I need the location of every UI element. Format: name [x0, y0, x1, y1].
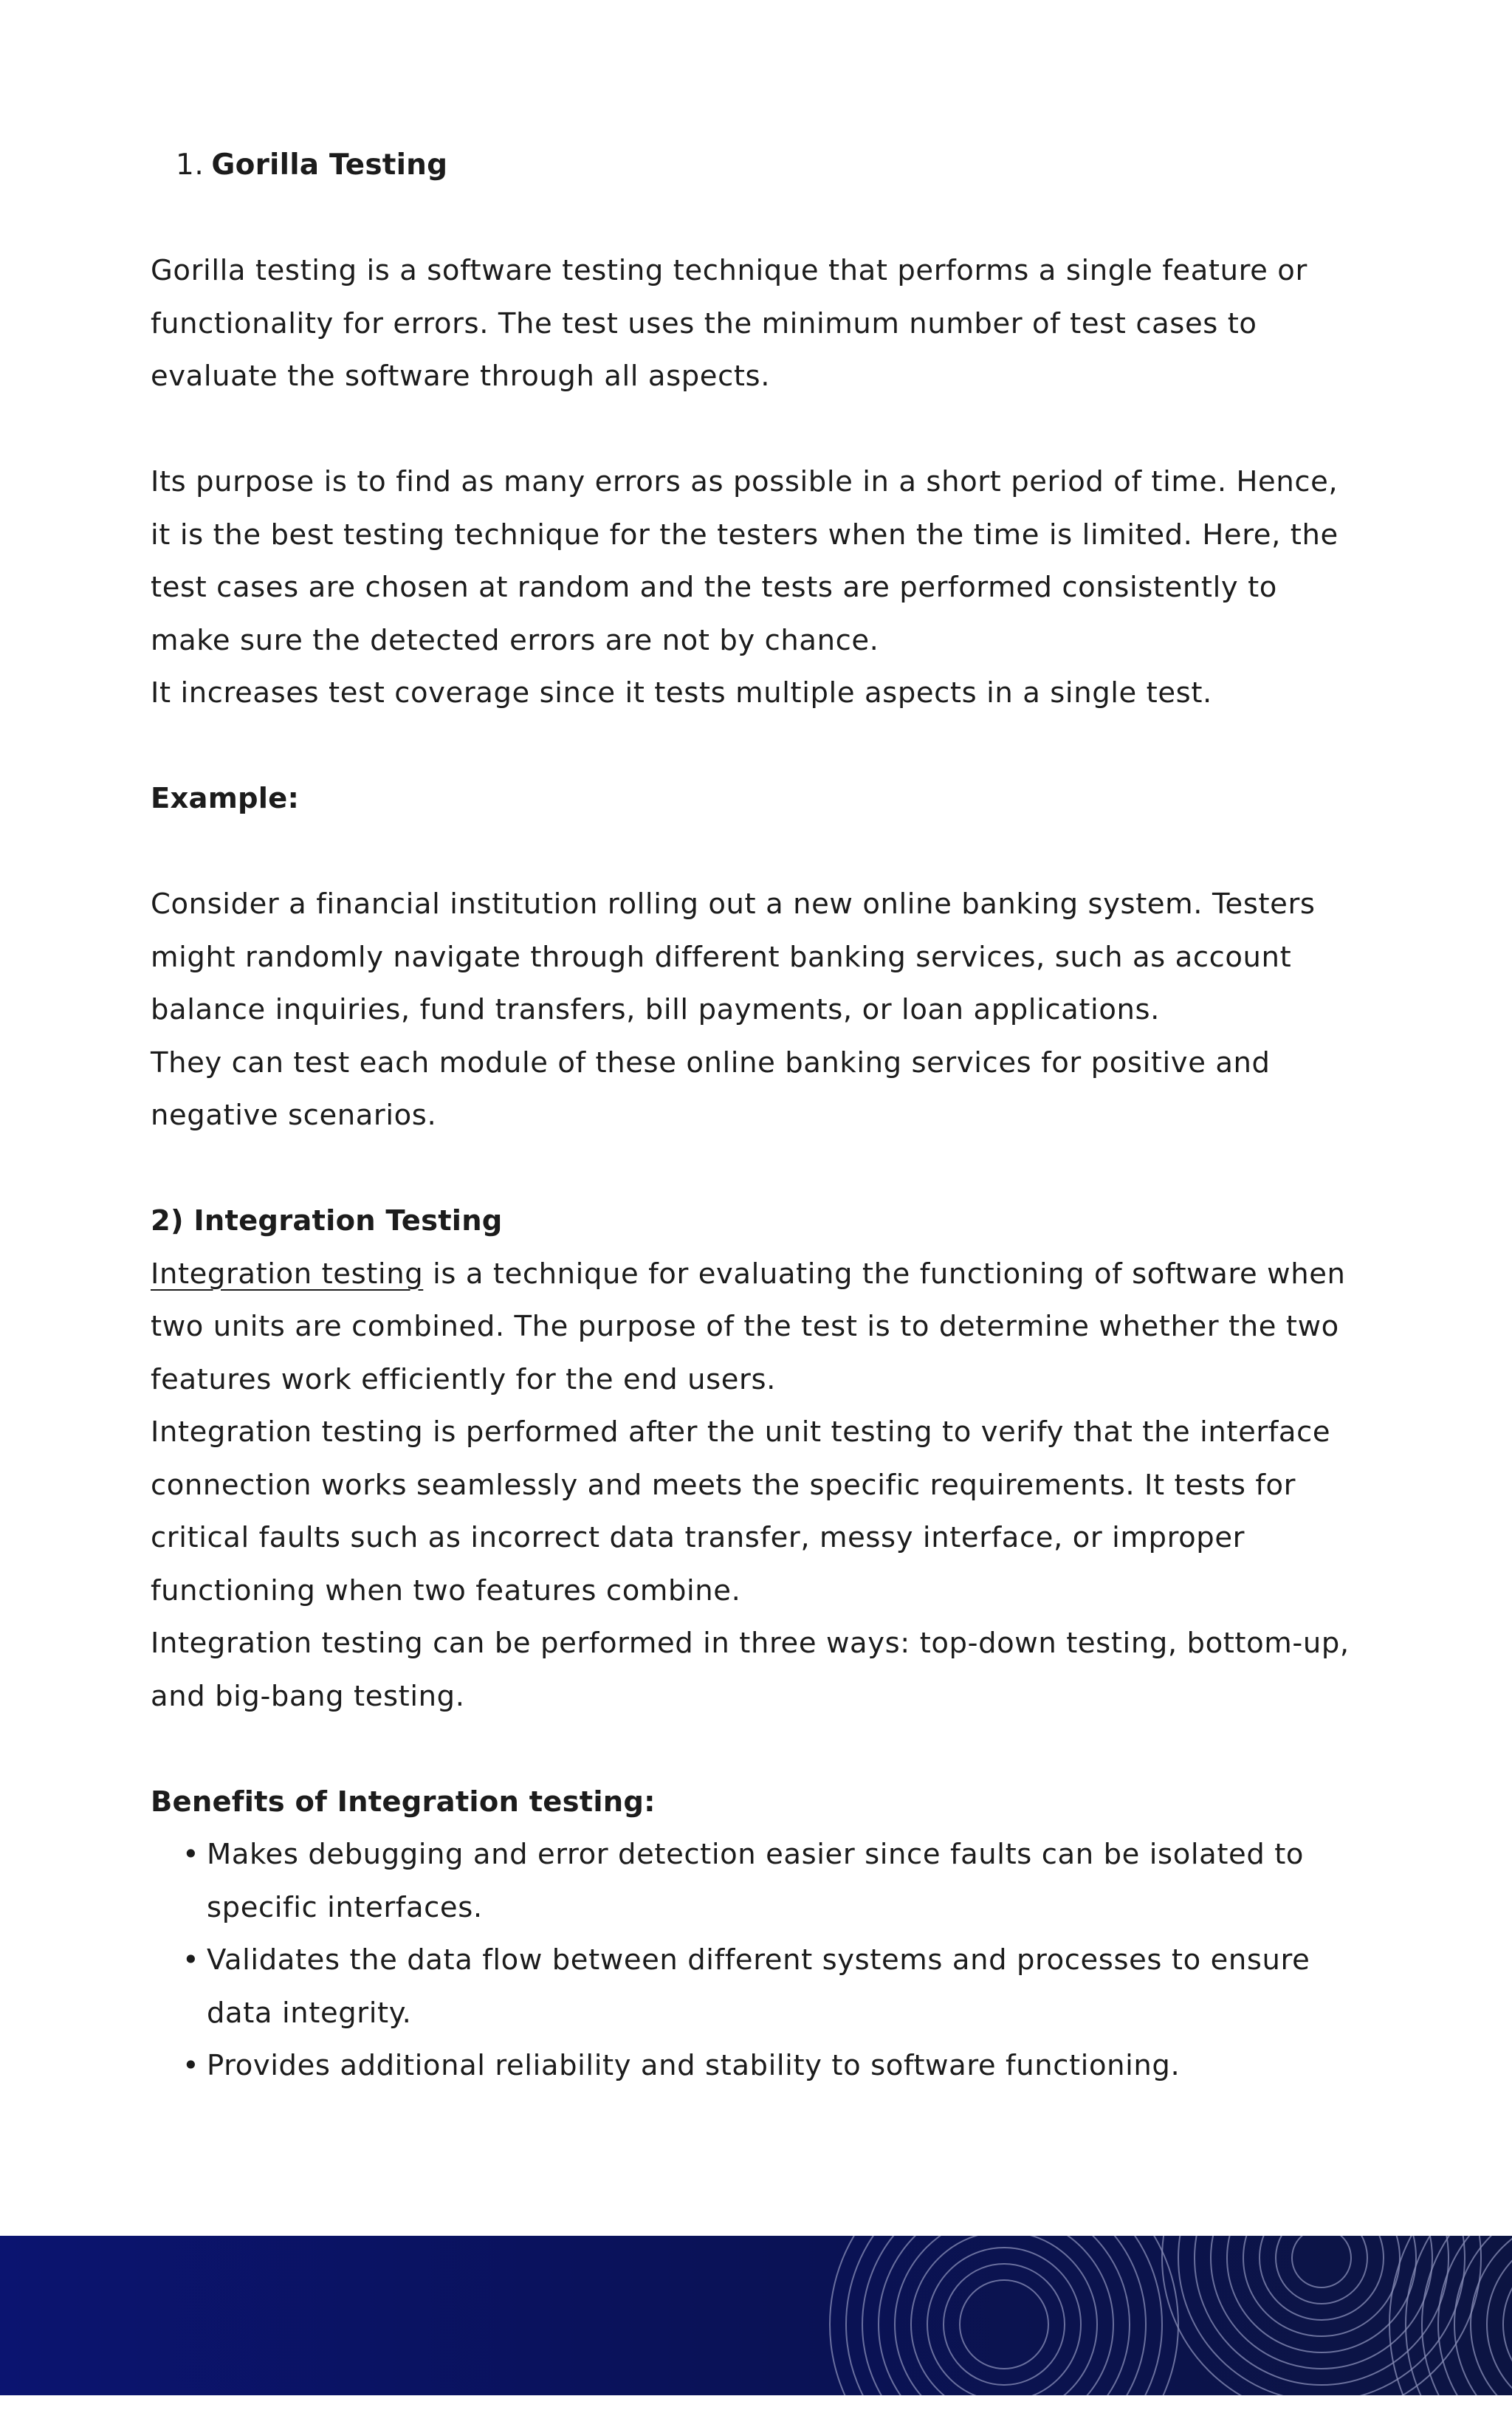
- benefits-list: [151, 1828, 1369, 2093]
- document-body: [151, 139, 1369, 2093]
- wave-line: [1227, 2236, 1416, 2352]
- text-line: functioning when two features combine.: [151, 1573, 741, 1607]
- wave-line: [1471, 2236, 1512, 2395]
- text-line: It increases test coverage since it tests multiple aspects in a single test.: [151, 676, 1212, 710]
- bullet-icon: •: [182, 1943, 200, 1977]
- text-line: functionality for errors. The test uses the minimum number of test cases to: [151, 306, 1257, 340]
- text-line: balance inquiries, fund transfers, bill payments, or loan applications.: [151, 993, 1160, 1026]
- wave-line: [1276, 2236, 1367, 2304]
- text-line: Makes debugging and error detection easier since faults can be isolated to: [207, 1838, 1305, 1871]
- example-paragraph: [151, 878, 1369, 1142]
- wave-line: [911, 2236, 1097, 2395]
- text-line: might randomly navigate through different banking services, such as account: [151, 940, 1292, 974]
- list-item: [151, 1934, 1369, 2039]
- wave-line: [846, 2236, 1162, 2395]
- text-line: is a technique for evaluating the functioning of software when: [423, 1257, 1346, 1291]
- example-heading: Example:: [151, 782, 300, 815]
- section-heading-integration-testing: 2) Integration Testing: [151, 1204, 503, 1238]
- text-line: They can test each module of these online banking services for positive and: [151, 1046, 1271, 1080]
- bullet-icon: •: [182, 2049, 200, 2082]
- text-line: specific interfaces.: [207, 1890, 483, 1924]
- text-line: Provides additional reliability and stability to software functioning.: [207, 2049, 1181, 2082]
- bullet-icon: •: [182, 1838, 200, 1871]
- text-line: connection works seamlessly and meets the specific requirements. It tests for: [151, 1468, 1296, 1502]
- list-item: [151, 1828, 1369, 1934]
- text-line: Integration testing can be performed in three ways: top-down testing, bottom-up,: [151, 1627, 1350, 1660]
- text-line: features work efficiently for the end users.: [151, 1362, 776, 1396]
- section-number: 1.: [176, 148, 205, 182]
- wave-line: [830, 2236, 1178, 2395]
- text-line: data integrity.: [207, 1996, 412, 2030]
- wave-line: [960, 2280, 1048, 2369]
- text-line: Its purpose is to find as many errors as possible in a short period of time. Hence,: [151, 465, 1339, 498]
- text-line: negative scenarios.: [151, 1099, 437, 1132]
- text-line: Gorilla testing is a software testing technique that performs a single feature or: [151, 254, 1307, 287]
- benefits-heading: Benefits of Integration testing:: [151, 1785, 656, 1819]
- footer-banner: [0, 2236, 1512, 2395]
- text-line: and big-bang testing.: [151, 1679, 465, 1713]
- decorative-wave-lines-icon: [0, 2236, 1512, 2395]
- section-heading-gorilla-testing: [176, 139, 1369, 192]
- gorilla-intro-paragraph: [151, 244, 1369, 403]
- wave-line: [1438, 2236, 1512, 2395]
- list-item: [151, 2039, 1369, 2093]
- wave-line: [1487, 2236, 1512, 2395]
- integration-testing-link[interactable]: Integration testing: [151, 1257, 424, 1291]
- wave-line: [1260, 2236, 1384, 2320]
- section-title: Gorilla Testing: [211, 148, 448, 182]
- text-line: critical faults such as incorrect data transfer, messy interface, or improper: [151, 1521, 1245, 1554]
- text-line: Consider a financial institution rolling out a new online banking system. Testers: [151, 888, 1316, 921]
- text-line: Integration testing is performed after the unit testing to verify that the interface: [151, 1415, 1331, 1449]
- text-line: it is the best testing technique for the testers when the time is limited. Here, the: [151, 518, 1339, 552]
- wave-line: [1292, 2236, 1351, 2287]
- text-line: make sure the detected errors are not by chance.: [151, 623, 879, 657]
- text-line: evaluate the software through all aspects.: [151, 360, 771, 393]
- text-line: Validates the data flow between different systems and processes to ensure: [207, 1943, 1310, 1977]
- integration-paragraph: [151, 1248, 1369, 1723]
- wave-line: [1162, 2236, 1481, 2395]
- text-line: two units are combined. The purpose of the test is to determine whether the two: [151, 1310, 1339, 1343]
- gorilla-purpose-paragraph: [151, 456, 1369, 720]
- wave-line: [944, 2264, 1065, 2385]
- wave-line: [927, 2248, 1081, 2395]
- text-line: test cases are chosen at random and the tests are performed consistently to: [151, 571, 1277, 604]
